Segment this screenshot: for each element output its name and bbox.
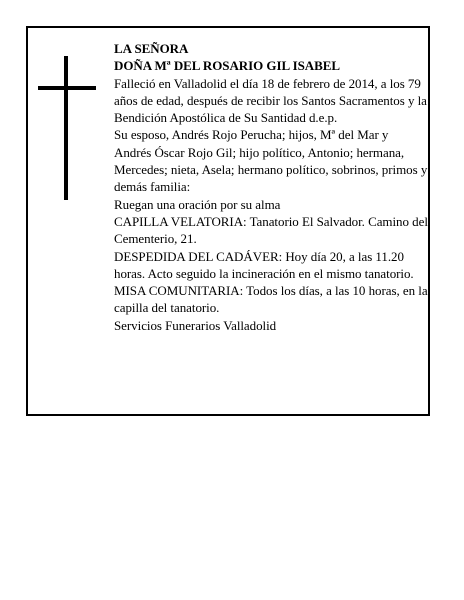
chapel-location: CAPILLA VELATORIA: Tanatorio El Salvador. Camino del Cementerio, 21. [114,213,428,247]
community-mass: MISA COMUNITARIA: Todos los días, a las 10 horas, en la capilla del tanatorio. [114,283,428,316]
notice-heading: LA SEÑORA [114,41,189,56]
prayer-request: Ruegan una oración por su alma [114,196,281,212]
family-members: Su esposo, Andrés Rojo Perucha; hijos, Mª del Mar y Andrés Óscar Rojo Gil; hijo político, Antonio; hermana, Mercedes; nieta, Asela; hermano político, sobrinos, primos y demás familia: [114,127,428,195]
farewell-details: DESPEDIDA DEL CADÁVER: Hoy día 20, a las 11.20 horas. Acto seguido la incineración en el mismo tanatorio. [114,248,414,281]
obituary-notice [26,26,430,416]
cross-horizontal-bar [38,86,96,90]
death-details: Falleció en Valladolid el día 18 de febrero de 2014, a los 79 años de edad, después de recibir los Santos Sacramentos y la Bendición Apostólica de Su Santidad d.e.p. [114,75,427,126]
deceased-name: DOÑA Mª DEL ROSARIO GIL ISABEL [114,58,340,74]
funeral-services: Servicios Funerarios Valladolid [114,317,277,333]
cross-vertical-bar [64,56,68,200]
notice-text-block [114,40,428,334]
latin-cross-icon [38,56,96,200]
